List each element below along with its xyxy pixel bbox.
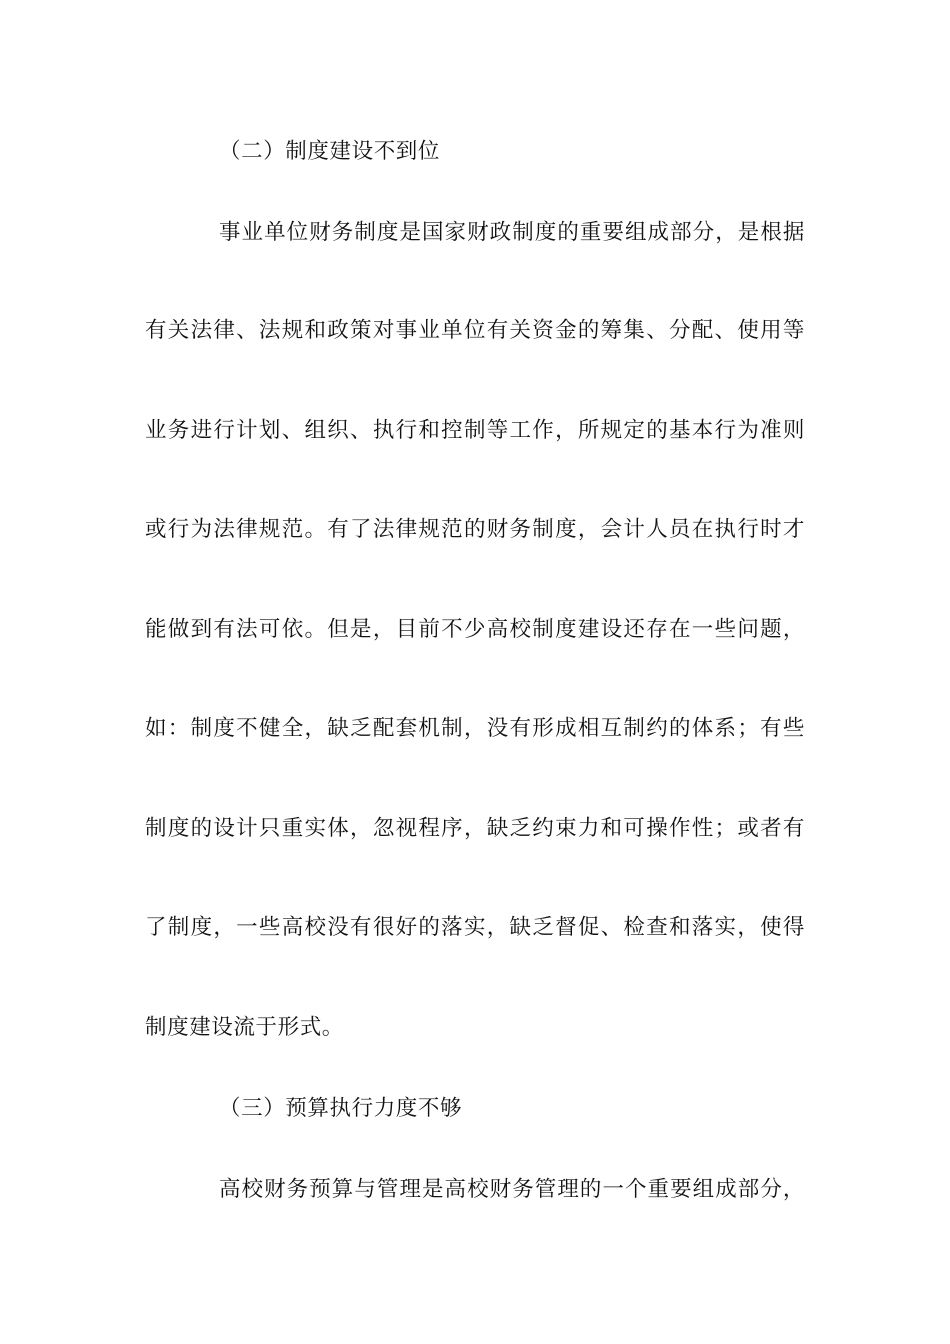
section-heading-2: （二）制度建设不到位 — [219, 139, 441, 164]
paragraph-line: 业务进行计划、组织、执行和控制等工作，所规定的基本行为准则 — [145, 418, 805, 443]
paragraph-line: 如：制度不健全，缺乏配套机制，没有形成相互制约的体系；有些 — [145, 716, 805, 741]
paragraph-line: 了制度，一些高校没有很好的落实，缺乏督促、检查和落实，使得 — [145, 915, 805, 940]
paragraph-line: 高校财务预算与管理是高校财务管理的一个重要组成部分， — [219, 1177, 805, 1202]
paragraph-line: 事业单位财务制度是国家财政制度的重要组成部分，是根据 — [219, 220, 805, 245]
paragraph-line: 制度建设流于形式。 — [145, 1015, 344, 1040]
paragraph-line: 能做到有法可依。但是，目前不少高校制度建设还存在一些问题， — [145, 617, 805, 642]
paragraph-line: 制度的设计只重实体，忽视程序，缺乏约束力和可操作性；或者有 — [145, 816, 805, 841]
paragraph-line: 有关法律、法规和政策对事业单位有关资金的筹集、分配、使用等 — [145, 318, 805, 343]
paragraph-line: 或行为法律规范。有了法律规范的财务制度，会计人员在执行时才 — [145, 517, 805, 542]
section-heading-3: （三）预算执行力度不够 — [219, 1096, 463, 1121]
